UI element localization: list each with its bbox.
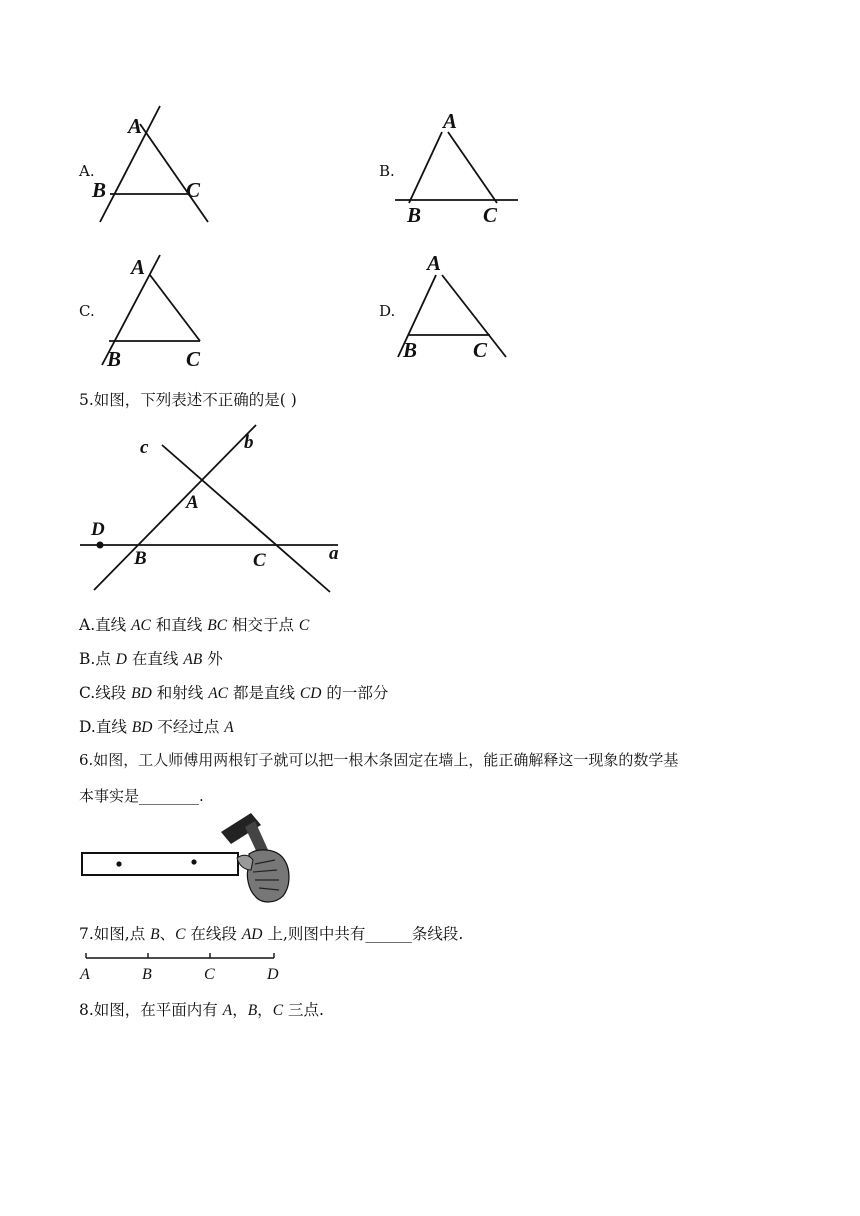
- segment-label-c: C: [204, 966, 215, 983]
- figure-option-a: [90, 100, 230, 230]
- label-c: C: [473, 338, 488, 362]
- label-point-d: D: [91, 519, 105, 540]
- label-a: A: [128, 114, 143, 138]
- segment-label-b: B: [142, 966, 152, 983]
- label-a: A: [443, 109, 458, 133]
- question-5-option-b: B.点 D 在直线 AB 外: [79, 650, 223, 668]
- segment-label-d: D: [267, 966, 279, 983]
- option-d-label: D.: [379, 302, 396, 320]
- label-b: B: [403, 338, 418, 362]
- figure-option-c: [90, 245, 230, 375]
- label-point-c: C: [253, 550, 266, 571]
- label-a-line: a: [329, 543, 339, 564]
- question-5-option-d: D.直线 BD 不经过点 A: [79, 718, 234, 736]
- label-b: B: [107, 347, 122, 371]
- question-6-line-2: 本事实是________.: [79, 787, 204, 805]
- label-b: B: [407, 203, 422, 227]
- label-c: C: [186, 178, 201, 202]
- option-a-label: A.: [79, 162, 95, 180]
- label-c: C: [483, 203, 498, 227]
- option-c-label: C.: [79, 302, 95, 320]
- label-a: A: [131, 255, 146, 279]
- question-5-stem: 5.如图，下列表述不正确的是( ): [79, 391, 297, 409]
- label-b: B: [92, 178, 107, 202]
- figure-option-d: [390, 245, 530, 375]
- label-c-line: c: [140, 437, 149, 458]
- question-7-stem: 7.如图,点 B、C 在线段 AD 上,则图中共有______条线段.: [79, 925, 464, 943]
- label-c: C: [186, 347, 201, 371]
- question-6-line-1: 6.如图，工人师傅用两根钉子就可以把一根木条固定在墙上，能正确解释这一现象的数学基: [79, 751, 679, 769]
- question-5-option-a: A.直线 AC 和直线 BC 相交于点 C: [79, 616, 310, 634]
- segment-label-a: A: [80, 966, 90, 983]
- option-b-label: B.: [379, 162, 395, 180]
- label-a: A: [427, 251, 442, 275]
- label-point-a: A: [186, 492, 199, 513]
- figure-question-6: [79, 810, 299, 905]
- figure-option-b: [390, 100, 530, 230]
- label-b-line: b: [244, 432, 254, 453]
- figure-question-7: [78, 950, 298, 986]
- question-8-stem: 8.如图，在平面内有 A，B，C 三点.: [79, 1001, 324, 1019]
- label-point-b: B: [134, 548, 147, 569]
- figure-question-5: [78, 422, 368, 602]
- question-5-option-c: C.线段 BD 和射线 AC 都是直线 CD 的一部分: [79, 684, 389, 702]
